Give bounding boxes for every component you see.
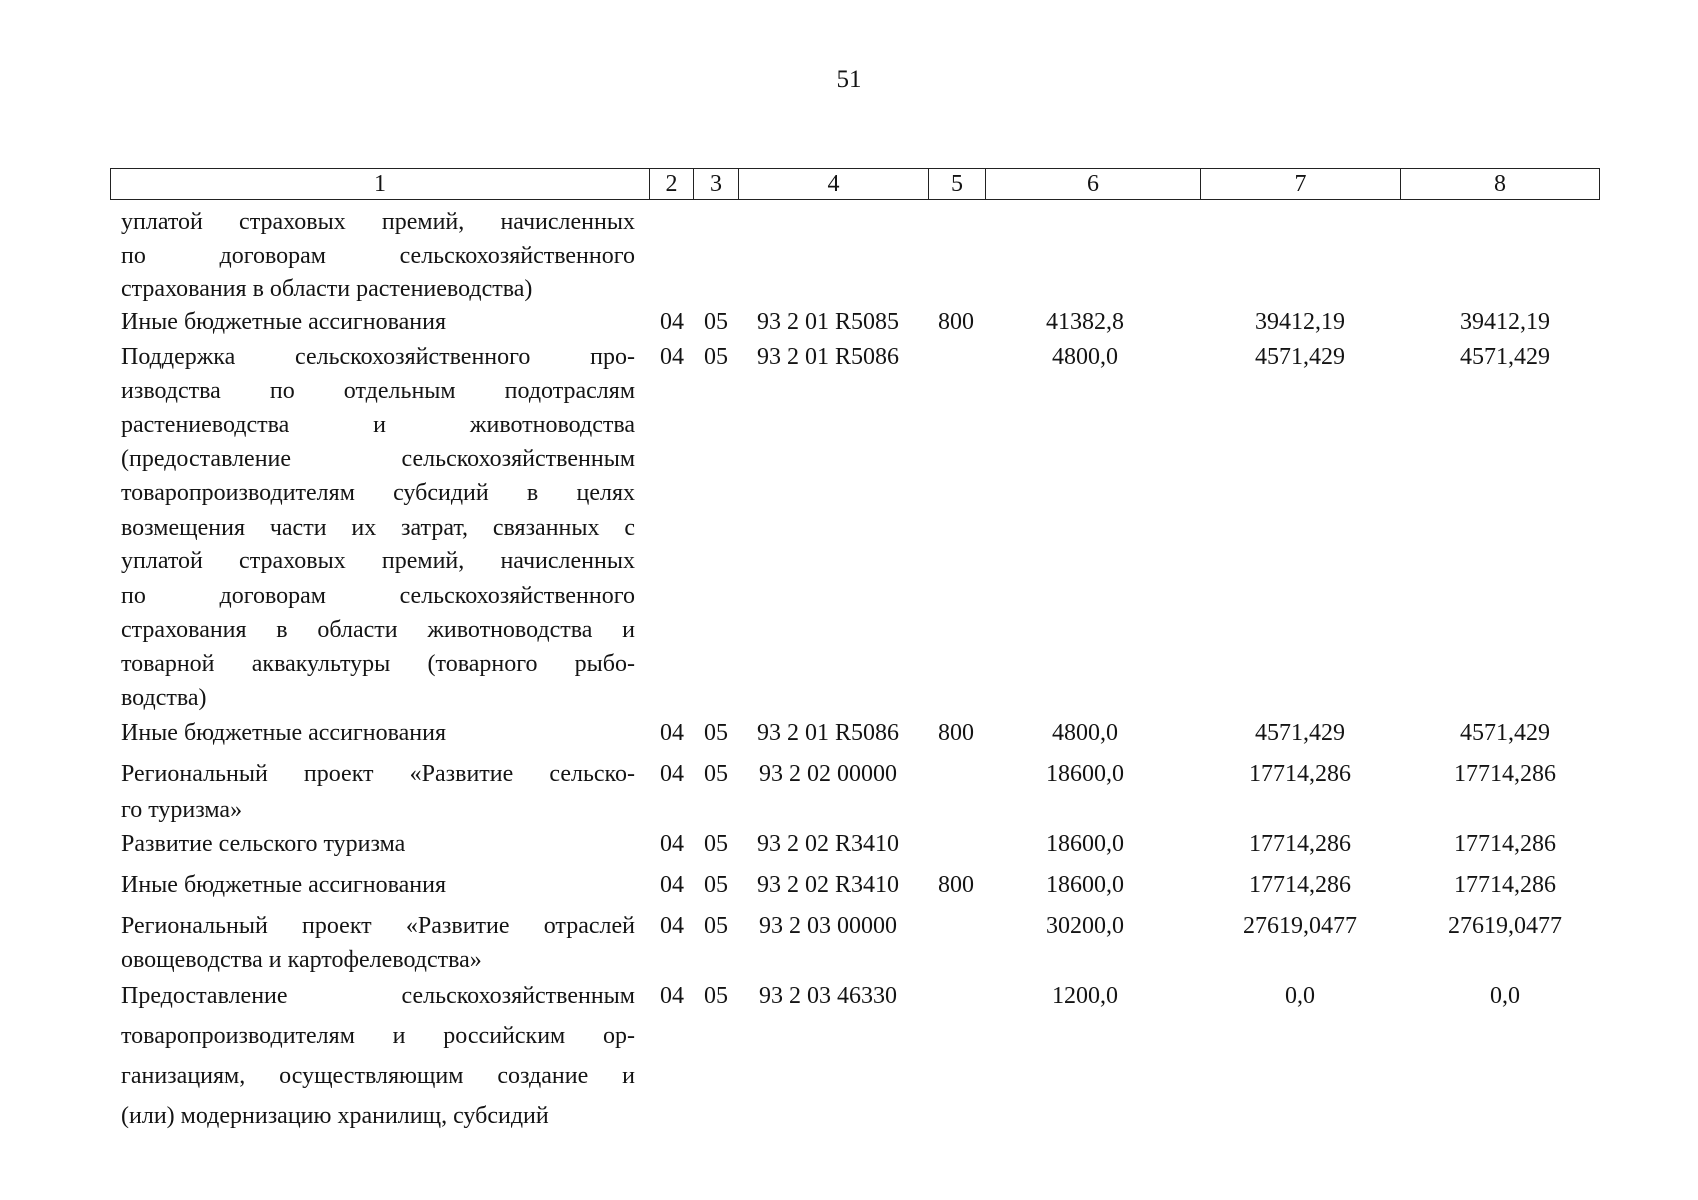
row-2-col-8: 39412,19 (1460, 309, 1550, 335)
row-2-name-line-1: Иные бюджетные ассигнования (121, 309, 446, 335)
page-number: 51 (836, 66, 862, 93)
table-header (110, 168, 1600, 200)
row-9-col-7: 0,0 (1285, 983, 1315, 1009)
row-3-name-line-10: товарной аквакультуры (товарного рыбо- (121, 651, 635, 677)
row-8-col-4: 93 2 03 00000 (759, 913, 897, 939)
row-3-name-line-11: водства) (121, 685, 207, 711)
row-6-col-3: 05 (704, 831, 728, 857)
row-5-name-line-1: Региональный проект «Развитие сельско- (121, 761, 635, 787)
row-9-col-3: 05 (704, 983, 728, 1009)
row-9-col-2: 04 (660, 983, 684, 1009)
row-7-col-4: 93 2 02 R3410 (756, 872, 899, 898)
row-7-col-5: 800 (938, 872, 974, 898)
row-2-col-4: 93 2 01 R5085 (756, 309, 899, 335)
row-3-name-line-8: по договорам сельскохозяйственного (121, 583, 635, 609)
row-4-name-line-1: Иные бюджетные ассигнования (121, 720, 446, 746)
row-5-col-2: 04 (660, 761, 684, 787)
row-7-name-line-1: Иные бюджетные ассигнования (121, 872, 446, 898)
row-8-col-6: 30200,0 (1046, 913, 1124, 939)
row-7-col-6: 18600,0 (1046, 872, 1124, 898)
row-5-col-4: 93 2 02 00000 (759, 761, 897, 787)
row-7-col-2: 04 (660, 872, 684, 898)
row-7-col-7: 17714,286 (1249, 872, 1351, 898)
row-3-col-7: 4571,429 (1255, 344, 1345, 370)
row-5-col-8: 17714,286 (1454, 761, 1556, 787)
row-8-name-line-1: Региональный проект «Развитие отраслей (121, 913, 635, 939)
header-col-5: 5 (929, 169, 986, 199)
header-col-3: 3 (694, 169, 739, 199)
row-3-col-3: 05 (704, 344, 728, 370)
row-3-name-line-9: страхования в области животноводства и (121, 617, 635, 643)
row-3-name-line-2: изводства по отдельным подотраслям (121, 378, 635, 404)
row-9-col-4: 93 2 03 46330 (759, 983, 897, 1009)
row-9-name-line-2: товаропроизводителям и российским ор- (121, 1023, 635, 1049)
row-3-col-6: 4800,0 (1052, 344, 1118, 370)
row-2-col-7: 39412,19 (1255, 309, 1345, 335)
row-3-name-line-7: уплатой страховых премий, начисленных (121, 548, 635, 574)
row-8-col-8: 27619,0477 (1448, 913, 1562, 939)
row-2-col-2: 04 (660, 309, 684, 335)
row-2-col-5: 800 (938, 309, 974, 335)
row-1-name-line-2: по договорам сельскохозяйственного (121, 243, 635, 269)
row-8-col-7: 27619,0477 (1243, 913, 1357, 939)
row-9-col-8: 0,0 (1490, 983, 1520, 1009)
row-3-name-line-1: Поддержка сельскохозяйственного про- (121, 344, 635, 370)
row-8-name-line-2: овощеводства и картофелеводства» (121, 947, 482, 973)
row-5-col-7: 17714,286 (1249, 761, 1351, 787)
row-2-col-3: 05 (704, 309, 728, 335)
row-4-col-5: 800 (938, 720, 974, 746)
row-4-col-2: 04 (660, 720, 684, 746)
row-4-col-7: 4571,429 (1255, 720, 1345, 746)
header-col-7: 7 (1201, 169, 1401, 199)
row-3-name-line-4: (предоставление сельскохозяйственным (121, 446, 635, 472)
row-6-col-7: 17714,286 (1249, 831, 1351, 857)
row-6-col-4: 93 2 02 R3410 (756, 831, 899, 857)
row-2-col-6: 41382,8 (1046, 309, 1124, 335)
row-7-col-8: 17714,286 (1454, 872, 1556, 898)
header-col-1: 1 (111, 169, 650, 199)
row-7-col-3: 05 (704, 872, 728, 898)
row-1-name-line-1: уплатой страховых премий, начисленных (121, 209, 635, 235)
row-4-col-6: 4800,0 (1052, 720, 1118, 746)
row-3-col-8: 4571,429 (1460, 344, 1550, 370)
row-3-col-4: 93 2 01 R5086 (756, 344, 899, 370)
row-6-name-line-1: Развитие сельского туризма (121, 831, 406, 857)
row-5-col-3: 05 (704, 761, 728, 787)
row-3-name-line-3: растениеводства и животноводства (121, 412, 635, 438)
header-col-2: 2 (650, 169, 694, 199)
header-col-4: 4 (739, 169, 929, 199)
row-3-col-2: 04 (660, 344, 684, 370)
row-6-col-8: 17714,286 (1454, 831, 1556, 857)
row-9-col-6: 1200,0 (1052, 983, 1118, 1009)
row-3-name-line-6: возмещения части их затрат, связанных с (121, 515, 635, 541)
row-1-name-line-3: страхования в области растениеводства) (121, 276, 533, 302)
row-4-col-3: 05 (704, 720, 728, 746)
row-4-col-4: 93 2 01 R5086 (756, 720, 899, 746)
row-8-col-2: 04 (660, 913, 684, 939)
row-9-name-line-1: Предоставление сельскохозяйственным (121, 983, 635, 1009)
row-9-name-line-3: ганизациям, осуществляющим создание и (121, 1063, 635, 1089)
row-3-name-line-5: товаропроизводителям субсидий в целях (121, 480, 635, 506)
row-6-col-2: 04 (660, 831, 684, 857)
row-6-col-6: 18600,0 (1046, 831, 1124, 857)
row-5-name-line-2: го туризма» (121, 797, 243, 823)
header-col-8: 8 (1494, 170, 1506, 197)
row-8-col-3: 05 (704, 913, 728, 939)
header-col-6: 6 (986, 169, 1201, 199)
row-9-name-line-4: (или) модернизацию хранилищ, субсидий (121, 1103, 549, 1129)
row-5-col-6: 18600,0 (1046, 761, 1124, 787)
row-4-col-8: 4571,429 (1460, 720, 1550, 746)
